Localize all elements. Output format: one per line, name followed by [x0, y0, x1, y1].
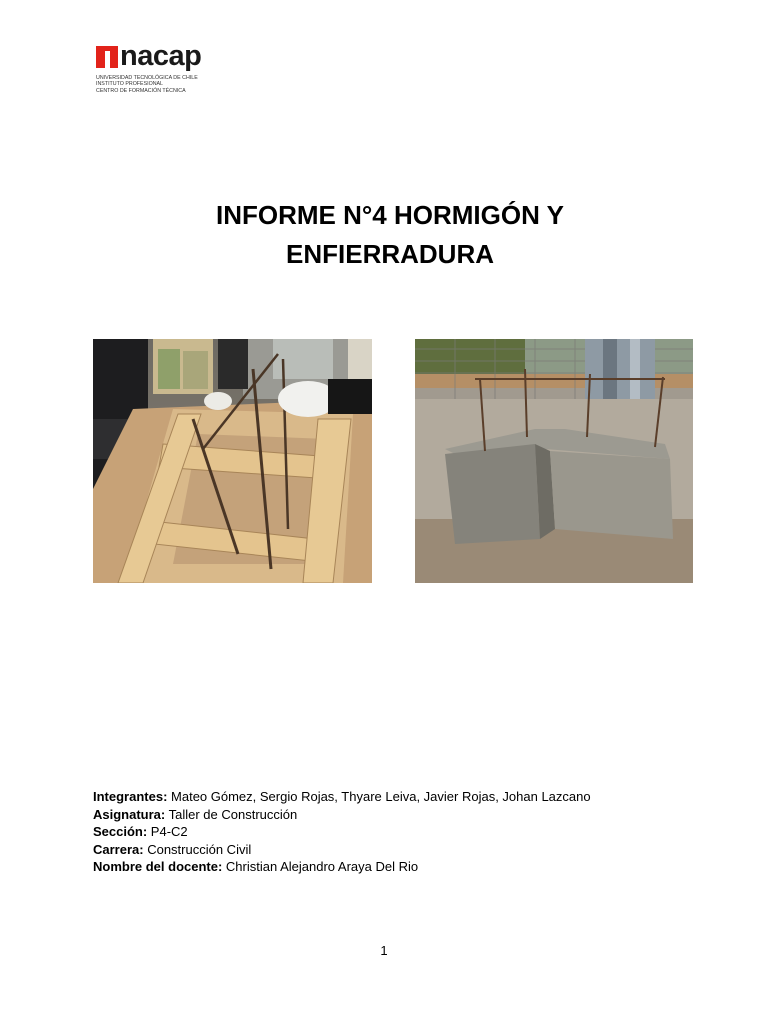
logo-subtitle-line: UNIVERSIDAD TECNOLÓGICA DE CHILE: [96, 75, 198, 81]
logo-subtitle-line: CENTRO DE FORMACIÓN TÉCNICA: [96, 87, 186, 94]
document-info: [93, 788, 713, 876]
inacap-logo: [96, 40, 226, 98]
logo-subtitle: [96, 75, 198, 94]
page-number: 1: [380, 943, 388, 958]
info-label: Carrera:: [93, 841, 144, 857]
title-line-1: INFORME N°4 HORMIGÓN Y: [216, 200, 564, 230]
info-value: P4-C2: [147, 824, 188, 839]
logo-wordmark: nacap: [120, 40, 202, 72]
info-value: Taller de Construcción: [165, 806, 298, 822]
info-label: Integrantes:: [93, 789, 168, 804]
photo-formwork: [93, 339, 372, 583]
info-row-seccion: [93, 823, 713, 841]
concrete-block-photo-icon: [415, 339, 693, 583]
info-label: Nombre del docente:: [93, 859, 223, 874]
document-title: [90, 196, 690, 274]
inacap-logo-mark-icon: [96, 46, 118, 68]
info-label: Sección:: [93, 824, 148, 839]
info-value: Construcción Civil: [143, 841, 252, 857]
info-label: Asignatura:: [93, 806, 166, 822]
info-row-integrantes: [93, 788, 713, 806]
photo-concrete-block: [415, 339, 693, 583]
logo-subtitle-line: INSTITUTO PROFESIONAL: [96, 81, 164, 88]
info-row-carrera: [93, 841, 713, 859]
info-value: Christian Alejandro Araya Del Rio: [222, 859, 419, 874]
title-line-2: ENFIERRADURA: [286, 239, 494, 269]
info-value: Mateo Gómez, Sergio Rojas, Thyare Leiva, Javier Rojas, Johan Lazcano: [167, 789, 591, 804]
info-row-asignatura: [93, 806, 713, 824]
info-row-docente: [93, 858, 713, 876]
formwork-photo-icon: [93, 339, 372, 583]
